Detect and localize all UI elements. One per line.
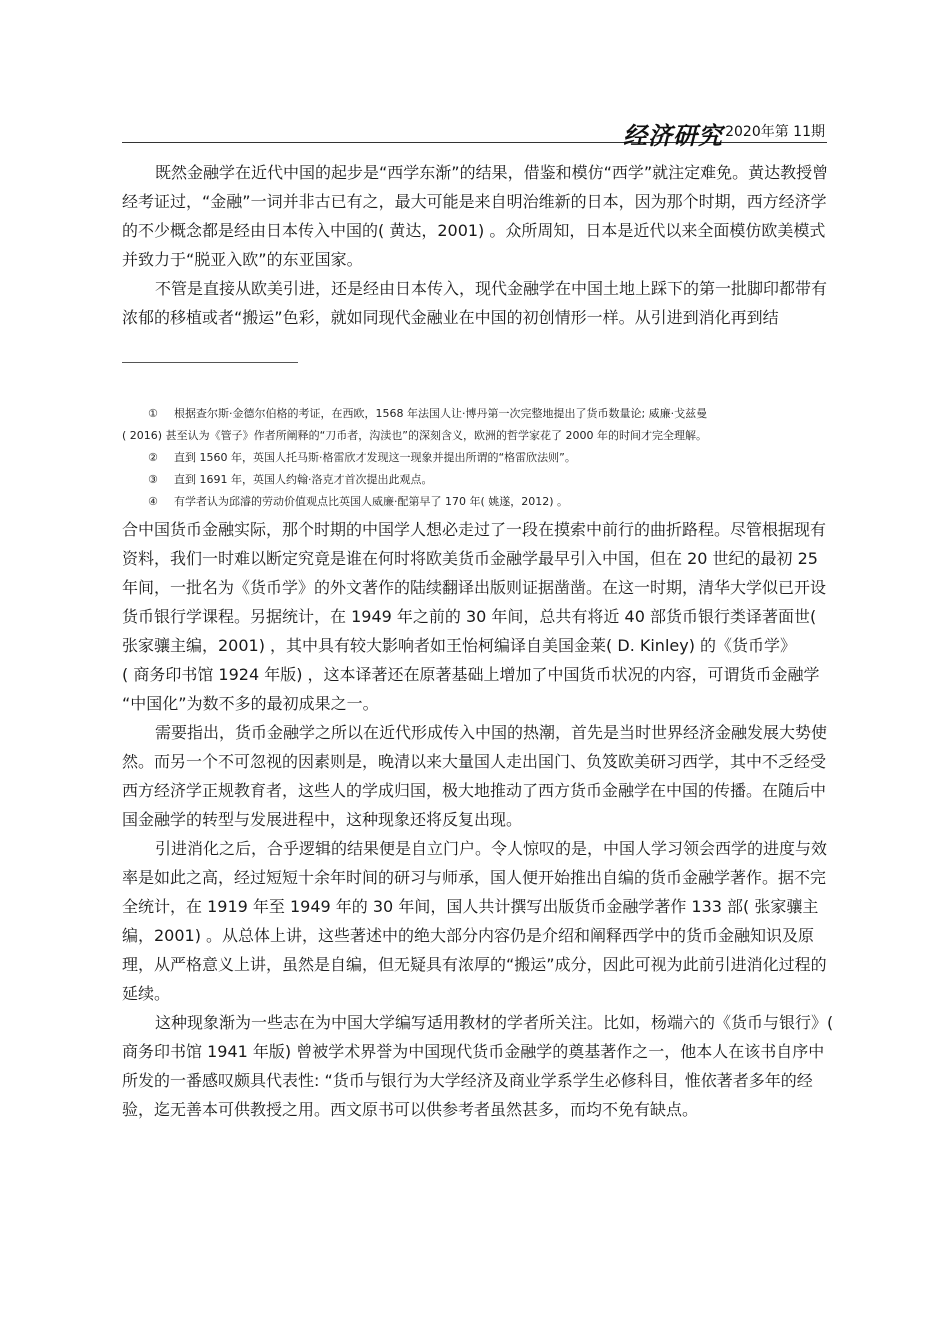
footnote-text: 有学者认为邱濬的劳动价值观点比英国人威廉·配第早了 170 年( 姚遂，2012) 。 — [174, 495, 569, 508]
footnote-1 — [122, 403, 834, 425]
paragraph: ( 商务印书馆 1924 年版) ，这本译著还在原著基础上增加了中国货币状况的内容，可谓货币金融学 — [122, 665, 820, 684]
journal-logo: 经济研究 — [623, 121, 723, 150]
footnote-mark: ④ — [148, 495, 158, 508]
paragraph: 这种现象渐为一些志在为中国大学编写适用教材的学者所关注。比如，杨端六的《货币与银行》( 商务印书馆 1941 年版) 曾被学术界誉为中国现代货币金融学的奠基著作之一，他本人在该书自序中所发的一番感叹颇具代表性: “货币与银行为大学经济及商业学系学生必修科目，惟依著者多年的经验，迄无善本可供教授之用。西文原书可以供参考者虽然甚多，而均不免有缺点。 — [122, 1013, 834, 1119]
paragraph: 需要指出，货币金融学之所以在近代形成传入中国的热潮，首先是当时世界经济金融发展大势使然。而另一个不可忽视的因素则是，晚清以来大量国人走出国门、负笈欧美研习西学，其中不乏经受西方经济学正规教育者，这些人的学成归国，极大地推动了西方货币金融学在中国的传播。在随后中国金融学的转型与发展进程中，这种现象还将反复出现。 — [122, 723, 828, 829]
footnote-text: 直到 1560 年，英国人托马斯·格雷欣才发现这一现象并提出所谓的“格雷欣法则”。 — [174, 451, 576, 464]
body-text-top — [122, 158, 834, 332]
footnote-divider — [122, 362, 298, 363]
footnote-mark: ③ — [148, 473, 158, 486]
issue-label: 2020年第 11期 — [725, 124, 825, 140]
paragraph: 既然金融学在近代中国的起步是“西学东渐”的结果，借鉴和模仿“西学”就注定难免。黄达教授曾经考证过，“金融”一词并非古已有之，最大可能是来自明治维新的日本，因为那个时期，西方经济学的不少概念都是经由日本传入中国的( 黄达，2001) 。众所周知，日本是近代以来全面模仿欧美模式并致力于“脱亚入欧”的东亚国家。 — [122, 163, 829, 269]
footnote-mark: ② — [148, 451, 158, 464]
paragraph: 不管是直接从欧美引进，还是经由日本传入，现代金融学在中国土地上踩下的第一批脚印都带有浓郁的移植或者“搬运”色彩，就如同现代金融业在中国的初创情形一样。从引进到消化再到结 — [122, 279, 828, 327]
footnote-1-continued: ( 2016) 甚至认为《管子》作者所阐释的“刀币者，沟渎也”的深刻含义，欧洲的哲学家花了 2000 年的时间才完全理解。 — [122, 429, 707, 442]
footnote-text: 直到 1691 年，英国人约翰·洛克才首次提出此观点。 — [174, 473, 433, 486]
footnote-3 — [122, 469, 834, 491]
paragraph: 合中国货币金融实际，那个时期的中国学人想必走过了一段在摸索中前行的曲折路程。尽管根据现有资料，我们一时难以断定究竟是谁在何时将欧美货币金融学最早引入中国，但在 20 世纪的最初 25 年间，一批名为《货币学》的外文著作的陆续翻译出版则证据凿凿。在这一时期，清华大学似已开设货币银行学课程。另据统计，在 1949 年之前的 30 年间，总共有将近 40 部货币银行类译著面世( 张家骧主编，2001) ，其中具有较大影响者如王怡柯编译自美国金莱( D. Kinley) 的《货币学》 — [122, 520, 827, 655]
body-text-bottom — [122, 515, 834, 1124]
footnote-4 — [122, 491, 834, 513]
footnote-text: 根据查尔斯·金德尔伯格的考证，在西欧，1568 年法国人让·博丹第一次完整地提出了货币数量论; 威廉·戈兹曼 — [174, 407, 708, 420]
paragraph: 引进消化之后，合乎逻辑的结果便是自立门户。令人惊叹的是，中国人学习领会西学的进度与效率是如此之高，经过短短十余年时间的研习与师承，国人便开始推出自编的货币金融学著作。据不完全统计，在 1919 年至 1949 年的 30 年间，国人共计撰写出版货币金融学著作 133 部( 张家骧主编，2001) 。从总体上讲，这些著述中的绝大部分内容仍是介绍和阐释西学中的货币金融知识及原理，从严格意义上讲，虽然是自编，但无疑具有浓厚的“搬运”成分，因此可视为此前引进消化过程的延续。 — [122, 839, 828, 1003]
running-header — [122, 112, 827, 150]
paragraph: “中国化”为数不多的最初成果之一。 — [122, 694, 379, 713]
footnote-2 — [122, 447, 834, 469]
footnotes — [122, 403, 834, 513]
footnote-mark: ① — [148, 407, 158, 420]
